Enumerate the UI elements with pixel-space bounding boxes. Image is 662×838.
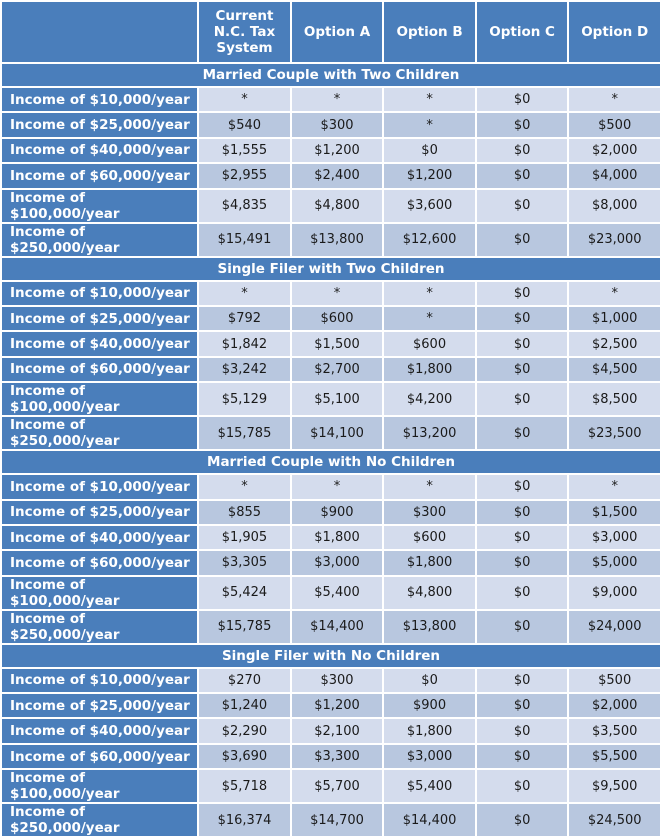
section-title: Single Filer with Two Children: [2, 258, 660, 280]
table-cell: *: [384, 113, 475, 136]
table-cell: $540: [199, 113, 290, 136]
table-cell: $2,000: [569, 139, 660, 162]
table-row: [2, 358, 660, 381]
table-cell: $0: [477, 745, 568, 768]
table-cell: $2,955: [199, 164, 290, 187]
table-cell: $24,000: [569, 611, 660, 643]
table-cell: $0: [477, 164, 568, 187]
table-cell: $5,718: [199, 770, 290, 802]
table-cell: $5,700: [292, 770, 383, 802]
table-cell: $0: [477, 190, 568, 222]
table-cell: $1,800: [384, 551, 475, 574]
row-label: Income of $25,000/year: [2, 113, 197, 136]
table-cell: $0: [477, 139, 568, 162]
table-cell: $1,000: [569, 307, 660, 330]
table-cell: $1,240: [199, 694, 290, 717]
table-cell: $4,800: [292, 190, 383, 222]
table-cell: $1,905: [199, 526, 290, 549]
table-cell: $5,100: [292, 383, 383, 415]
table-cell: *: [384, 88, 475, 111]
table-cell: $5,500: [569, 745, 660, 768]
table-row: [2, 770, 660, 802]
table-cell: $13,200: [384, 417, 475, 449]
table-cell: $1,842: [199, 332, 290, 355]
table-row: [2, 745, 660, 768]
table-cell: *: [569, 282, 660, 305]
table-cell: $900: [384, 694, 475, 717]
table-cell: $600: [384, 526, 475, 549]
table-cell: $14,400: [384, 804, 475, 836]
section-header-row: [2, 258, 660, 280]
row-label: Income of $40,000/year: [2, 139, 197, 162]
table-cell: $1,800: [292, 526, 383, 549]
table-cell: $792: [199, 307, 290, 330]
table-cell: $4,000: [569, 164, 660, 187]
table-cell: $12,600: [384, 224, 475, 256]
table-row: [2, 694, 660, 717]
table-cell: $1,500: [569, 501, 660, 524]
table-cell: $0: [477, 417, 568, 449]
row-label: Income of $10,000/year: [2, 282, 197, 305]
table-cell: $5,400: [384, 770, 475, 802]
table-cell: $0: [477, 358, 568, 381]
row-label: Income of $25,000/year: [2, 501, 197, 524]
table-row: [2, 475, 660, 498]
table-cell: $13,800: [292, 224, 383, 256]
table-cell: $2,400: [292, 164, 383, 187]
table-cell: $0: [384, 669, 475, 692]
table-cell: $3,300: [292, 745, 383, 768]
row-label: Income of $100,000/year: [2, 577, 197, 609]
table-cell: $600: [292, 307, 383, 330]
table-cell: $14,700: [292, 804, 383, 836]
column-header-option-a: Option A: [292, 2, 383, 62]
table-cell: $23,000: [569, 224, 660, 256]
row-label: Income of $40,000/year: [2, 332, 197, 355]
table-cell: $270: [199, 669, 290, 692]
table-cell: $2,100: [292, 719, 383, 742]
table-cell: $0: [477, 475, 568, 498]
table-cell: $13,800: [384, 611, 475, 643]
table-cell: $3,000: [384, 745, 475, 768]
table-row: [2, 113, 660, 136]
table-cell: $3,500: [569, 719, 660, 742]
table-cell: $600: [384, 332, 475, 355]
table-cell: $0: [477, 332, 568, 355]
row-label: Income of $250,000/year: [2, 611, 197, 643]
table-cell: $5,000: [569, 551, 660, 574]
table-cell: $5,424: [199, 577, 290, 609]
table-cell: $0: [477, 526, 568, 549]
table-cell: *: [569, 475, 660, 498]
table-cell: $23,500: [569, 417, 660, 449]
table-cell: $3,690: [199, 745, 290, 768]
column-header-option-c: Option C: [477, 2, 568, 62]
table-cell: $0: [477, 224, 568, 256]
table-cell: $2,700: [292, 358, 383, 381]
table-cell: $1,800: [384, 358, 475, 381]
table-cell: $0: [477, 551, 568, 574]
table-row: [2, 282, 660, 305]
row-label: Income of $60,000/year: [2, 358, 197, 381]
row-label: Income of $40,000/year: [2, 719, 197, 742]
table-row: [2, 526, 660, 549]
table-cell: $855: [199, 501, 290, 524]
row-label: Income of $100,000/year: [2, 383, 197, 415]
table-cell: $4,500: [569, 358, 660, 381]
row-label: Income of $10,000/year: [2, 475, 197, 498]
table-cell: $14,100: [292, 417, 383, 449]
table-cell: $900: [292, 501, 383, 524]
table-cell: $1,200: [292, 694, 383, 717]
table-cell: $500: [569, 669, 660, 692]
table-cell: $8,000: [569, 190, 660, 222]
table-cell: $5,129: [199, 383, 290, 415]
header-row: [2, 2, 660, 62]
table-cell: $1,200: [292, 139, 383, 162]
table-cell: *: [569, 88, 660, 111]
section-header-row: [2, 645, 660, 667]
table-cell: $3,600: [384, 190, 475, 222]
table-cell: $0: [477, 577, 568, 609]
table-cell: $14,400: [292, 611, 383, 643]
section-header-row: [2, 451, 660, 473]
table-cell: $1,500: [292, 332, 383, 355]
table-cell: *: [292, 282, 383, 305]
row-label: Income of $100,000/year: [2, 770, 197, 802]
table-cell: $3,000: [569, 526, 660, 549]
table-cell: $0: [384, 139, 475, 162]
table-cell: $0: [477, 719, 568, 742]
column-header-option-d: Option D: [569, 2, 660, 62]
table-cell: *: [199, 88, 290, 111]
table-cell: $3,305: [199, 551, 290, 574]
row-label: Income of $250,000/year: [2, 417, 197, 449]
table-cell: $4,835: [199, 190, 290, 222]
row-label: Income of $25,000/year: [2, 307, 197, 330]
table-cell: $2,290: [199, 719, 290, 742]
table-body: [2, 64, 660, 836]
table-row: [2, 669, 660, 692]
table-row: [2, 719, 660, 742]
table-cell: $2,000: [569, 694, 660, 717]
table-row: [2, 190, 660, 222]
table-cell: $300: [292, 113, 383, 136]
table-row: [2, 804, 660, 836]
row-label: Income of $60,000/year: [2, 551, 197, 574]
table-row: [2, 307, 660, 330]
table-cell: $3,000: [292, 551, 383, 574]
row-label: Income of $250,000/year: [2, 224, 197, 256]
table-cell: $4,800: [384, 577, 475, 609]
row-label: Income of $40,000/year: [2, 526, 197, 549]
table-row: [2, 164, 660, 187]
row-label: Income of $10,000/year: [2, 669, 197, 692]
column-header-option-b: Option B: [384, 2, 475, 62]
table-cell: $300: [384, 501, 475, 524]
table-cell: $0: [477, 611, 568, 643]
table-cell: $1,800: [384, 719, 475, 742]
table-cell: $1,200: [384, 164, 475, 187]
table-cell: $15,491: [199, 224, 290, 256]
table-cell: $0: [477, 282, 568, 305]
table-row: [2, 332, 660, 355]
table-cell: $2,500: [569, 332, 660, 355]
table-cell: $0: [477, 383, 568, 415]
table-row: [2, 417, 660, 449]
table-cell: $0: [477, 804, 568, 836]
table-cell: $500: [569, 113, 660, 136]
table-cell: *: [292, 475, 383, 498]
table-row: [2, 611, 660, 643]
table-row: [2, 501, 660, 524]
table-cell: $0: [477, 694, 568, 717]
row-label: Income of $250,000/year: [2, 804, 197, 836]
table-cell: $5,400: [292, 577, 383, 609]
row-label: Income of $25,000/year: [2, 694, 197, 717]
table-cell: $8,500: [569, 383, 660, 415]
section-title: Married Couple with Two Children: [2, 64, 660, 86]
row-label: Income of $60,000/year: [2, 164, 197, 187]
table-cell: $0: [477, 307, 568, 330]
header-corner-cell: [2, 2, 197, 62]
table-cell: $0: [477, 770, 568, 802]
table-row: [2, 577, 660, 609]
table-cell: $0: [477, 88, 568, 111]
table-cell: *: [199, 475, 290, 498]
table-cell: $0: [477, 113, 568, 136]
table-cell: $15,785: [199, 611, 290, 643]
table-cell: $9,000: [569, 577, 660, 609]
table-cell: *: [199, 282, 290, 305]
row-label: Income of $100,000/year: [2, 190, 197, 222]
table-row: [2, 383, 660, 415]
table-row: [2, 88, 660, 111]
table-cell: *: [384, 282, 475, 305]
table-cell: $300: [292, 669, 383, 692]
table-cell: $24,500: [569, 804, 660, 836]
section-title: Married Couple with No Children: [2, 451, 660, 473]
table-cell: $4,200: [384, 383, 475, 415]
table-cell: *: [384, 475, 475, 498]
row-label: Income of $10,000/year: [2, 88, 197, 111]
table-cell: $9,500: [569, 770, 660, 802]
table-cell: *: [292, 88, 383, 111]
table-row: [2, 224, 660, 256]
table-cell: $15,785: [199, 417, 290, 449]
table-cell: *: [384, 307, 475, 330]
column-header-current: Current N.C. Tax System: [199, 2, 290, 62]
row-label: Income of $60,000/year: [2, 745, 197, 768]
table-row: [2, 139, 660, 162]
table-row: [2, 551, 660, 574]
table-cell: $0: [477, 669, 568, 692]
section-title: Single Filer with No Children: [2, 645, 660, 667]
table-cell: $0: [477, 501, 568, 524]
table-cell: $16,374: [199, 804, 290, 836]
table-cell: $3,242: [199, 358, 290, 381]
table-cell: $1,555: [199, 139, 290, 162]
section-header-row: [2, 64, 660, 86]
